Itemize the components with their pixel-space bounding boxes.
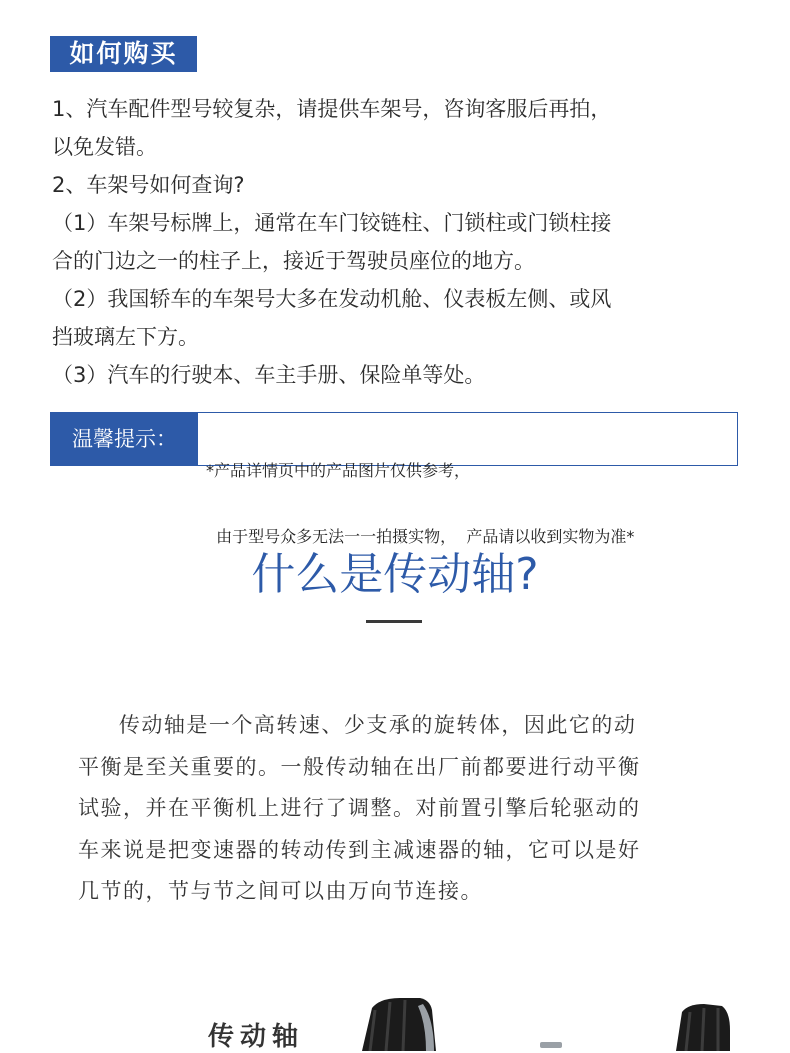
description-line: 试验，并在平衡机上进行了调整。对前置引擎后轮驱动的 bbox=[78, 796, 641, 820]
description-line: 平衡是至关重要的。一般传动轴在出厂前都要进行动平衡 bbox=[78, 754, 641, 779]
purchase-instructions bbox=[52, 90, 752, 394]
instruction-line: （2）我国轿车的车架号大多在发动机舱、仪表板左侧、或风 bbox=[52, 287, 612, 311]
instruction-line: 以免发错。 bbox=[52, 135, 157, 159]
right-tire-icon bbox=[676, 1004, 730, 1051]
instruction-line: 挡玻璃左下方。 bbox=[52, 325, 199, 349]
reminder-text bbox=[198, 413, 635, 546]
reminder-line-2: 由于型号众多无法一一拍摄实物， 产品请以收到实物为准* bbox=[206, 527, 635, 546]
drive-shaft-illustration bbox=[0, 990, 790, 1051]
description-line: 车来说是把变速器的转动传到主减速器的轴，它可以是好 bbox=[78, 837, 641, 862]
reminder-label: 温馨提示： bbox=[51, 413, 198, 465]
instruction-line: 2、车架号如何查询? bbox=[52, 173, 245, 197]
instruction-line: 合的门边之一的柱子上，接近于驾驶员座位的地方。 bbox=[52, 249, 535, 273]
shaft-joint-icon bbox=[540, 1042, 562, 1048]
instruction-line: （1）车架号标牌上，通常在车门铰链柱、门锁柱或门锁柱接 bbox=[52, 211, 612, 235]
description-line: 传动轴是一个高转速、少支承的旋转体，因此它的动 bbox=[78, 713, 637, 737]
drive-shaft-description bbox=[78, 705, 718, 913]
illustration-label: 传动轴 bbox=[208, 1022, 305, 1052]
tires-graphic bbox=[0, 990, 790, 1051]
description-line: 几节的，节与节之间可以由万向节连接。 bbox=[78, 879, 483, 903]
instruction-line: 1、汽车配件型号较复杂，请提供车架号，咨询客服后再拍， bbox=[52, 97, 612, 121]
section-title: 什么是传动轴? bbox=[251, 549, 539, 600]
title-underline bbox=[366, 620, 422, 623]
reminder-line-1: *产品详情页中的产品图片仅供参考， bbox=[206, 461, 471, 480]
how-to-buy-title: 如何购买 bbox=[69, 39, 178, 68]
how-to-buy-header bbox=[50, 36, 197, 72]
instruction-line: （3）汽车的行驶本、车主手册、保险单等处。 bbox=[52, 363, 486, 387]
left-tire-icon bbox=[362, 998, 436, 1051]
reminder-box bbox=[50, 412, 738, 546]
